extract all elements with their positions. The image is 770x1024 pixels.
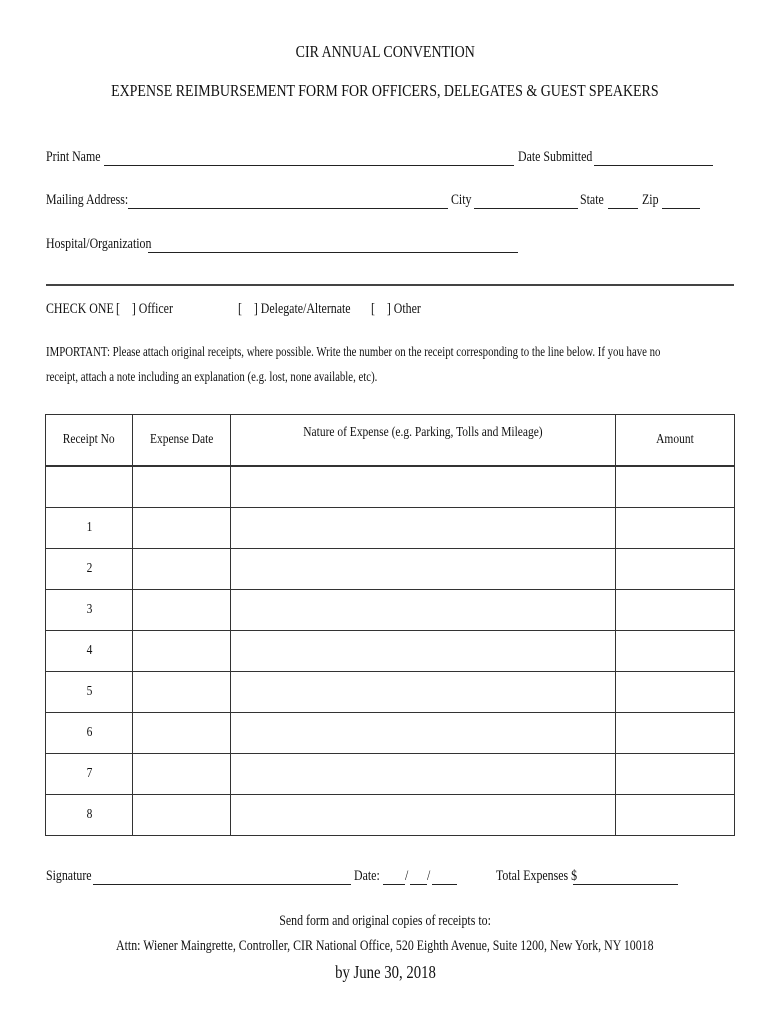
- date-slash-2: /: [427, 868, 431, 884]
- hospital-field[interactable]: [148, 240, 518, 253]
- table-row: [46, 713, 735, 754]
- state-field[interactable]: [608, 196, 638, 209]
- nature-of-expense-cell[interactable]: [231, 672, 616, 713]
- total-expenses-label: Total Expenses $: [496, 868, 578, 884]
- checkbox-officer[interactable]: [ ] Officer: [116, 301, 173, 317]
- header-expense-date: Expense Date: [133, 415, 231, 467]
- checkbox-other[interactable]: [ ] Other: [371, 301, 421, 317]
- date-slash-1: /: [405, 868, 409, 884]
- mailing-address-label: Mailing Address:: [46, 192, 129, 208]
- zip-field[interactable]: [662, 196, 700, 209]
- total-expenses-field[interactable]: [573, 872, 678, 885]
- zip-label: Zip: [642, 192, 659, 208]
- expense-date-cell[interactable]: [133, 590, 231, 631]
- table-row: [46, 631, 735, 672]
- receipt-no-cell: 2: [46, 549, 133, 590]
- nature-of-expense-cell[interactable]: [231, 754, 616, 795]
- mailing-address-field[interactable]: [128, 196, 448, 209]
- receipt-no-cell: 6: [46, 713, 133, 754]
- footer-deadline: by June 30, 2018: [334, 962, 436, 982]
- table-row: [46, 508, 735, 549]
- table-row: [46, 466, 735, 508]
- date-submitted-field[interactable]: [594, 153, 713, 166]
- amount-cell[interactable]: [616, 631, 735, 672]
- footer-attn: Attn: Wiener Maingrette, Controller, CIR National Office, 520 Eighth Avenue, Suite 1200, New York, NY 10018: [116, 938, 654, 954]
- expense-table: [45, 414, 735, 836]
- receipt-no-cell: 3: [46, 590, 133, 631]
- important-note-line-2: receipt, attach a note including an explanation (e.g. lost, none available, etc).: [46, 369, 378, 384]
- print-name-label: Print Name: [46, 149, 101, 165]
- signature-date-year[interactable]: [432, 872, 457, 885]
- nature-of-expense-cell[interactable]: [231, 508, 616, 549]
- date-submitted-label: Date Submitted: [518, 149, 593, 165]
- receipt-no-cell: 5: [46, 672, 133, 713]
- print-name-field[interactable]: [104, 153, 514, 166]
- nature-of-expense-cell[interactable]: [231, 590, 616, 631]
- state-label: State: [580, 192, 604, 208]
- header-amount: Amount: [616, 415, 735, 467]
- amount-cell[interactable]: [616, 508, 735, 549]
- receipt-no-cell: [46, 466, 133, 508]
- table-row: [46, 590, 735, 631]
- signature-field[interactable]: [93, 872, 351, 885]
- nature-of-expense-cell[interactable]: [231, 631, 616, 672]
- check-one-label: CHECK ONE: [46, 301, 114, 317]
- important-note-line-1: IMPORTANT: Please attach original receipts, where possible. Write the number on the receipt corresponding to the line below. If you have no: [46, 344, 661, 359]
- form-subtitle: EXPENSE REIMBURSEMENT FORM FOR OFFICERS, DELEGATES & GUEST SPEAKERS: [111, 81, 659, 100]
- nature-of-expense-cell[interactable]: [231, 549, 616, 590]
- receipt-no-cell: 8: [46, 795, 133, 836]
- table-row: [46, 795, 735, 836]
- nature-of-expense-cell[interactable]: [231, 466, 616, 508]
- checkbox-delegate-alternate[interactable]: [ ] Delegate/Alternate: [238, 301, 351, 317]
- receipt-no-cell: 7: [46, 754, 133, 795]
- hospital-label: Hospital/Organization: [46, 236, 152, 252]
- table-row: [46, 672, 735, 713]
- amount-cell[interactable]: [616, 754, 735, 795]
- expense-date-cell[interactable]: [133, 549, 231, 590]
- expense-date-cell[interactable]: [133, 795, 231, 836]
- header-receipt-no: Receipt No: [46, 415, 133, 467]
- nature-of-expense-cell[interactable]: [231, 713, 616, 754]
- expense-date-cell[interactable]: [133, 508, 231, 549]
- amount-cell[interactable]: [616, 549, 735, 590]
- signature-date-label: Date:: [354, 868, 380, 884]
- city-label: City: [451, 192, 472, 208]
- amount-cell[interactable]: [616, 466, 735, 508]
- expense-date-cell[interactable]: [133, 672, 231, 713]
- header-nature-of-expense: Nature of Expense (e.g. Parking, Tolls and Mileage): [231, 415, 616, 467]
- table-row: [46, 754, 735, 795]
- expense-date-cell[interactable]: [133, 631, 231, 672]
- receipt-no-cell: 4: [46, 631, 133, 672]
- amount-cell[interactable]: [616, 590, 735, 631]
- section-divider: [46, 284, 734, 286]
- footer-send-to: Send form and original copies of receipts to:: [279, 913, 491, 929]
- table-header-row: [46, 415, 735, 467]
- city-field[interactable]: [474, 196, 578, 209]
- signature-date-month[interactable]: [383, 872, 405, 885]
- form-title: CIR ANNUAL CONVENTION: [295, 42, 475, 61]
- expense-date-cell[interactable]: [133, 754, 231, 795]
- nature-of-expense-cell[interactable]: [231, 795, 616, 836]
- expense-date-cell[interactable]: [133, 713, 231, 754]
- expense-date-cell[interactable]: [133, 466, 231, 508]
- amount-cell[interactable]: [616, 713, 735, 754]
- table-row: [46, 549, 735, 590]
- signature-date-day[interactable]: [410, 872, 427, 885]
- amount-cell[interactable]: [616, 795, 735, 836]
- amount-cell[interactable]: [616, 672, 735, 713]
- receipt-no-cell: 1: [46, 508, 133, 549]
- signature-label: Signature: [46, 868, 92, 884]
